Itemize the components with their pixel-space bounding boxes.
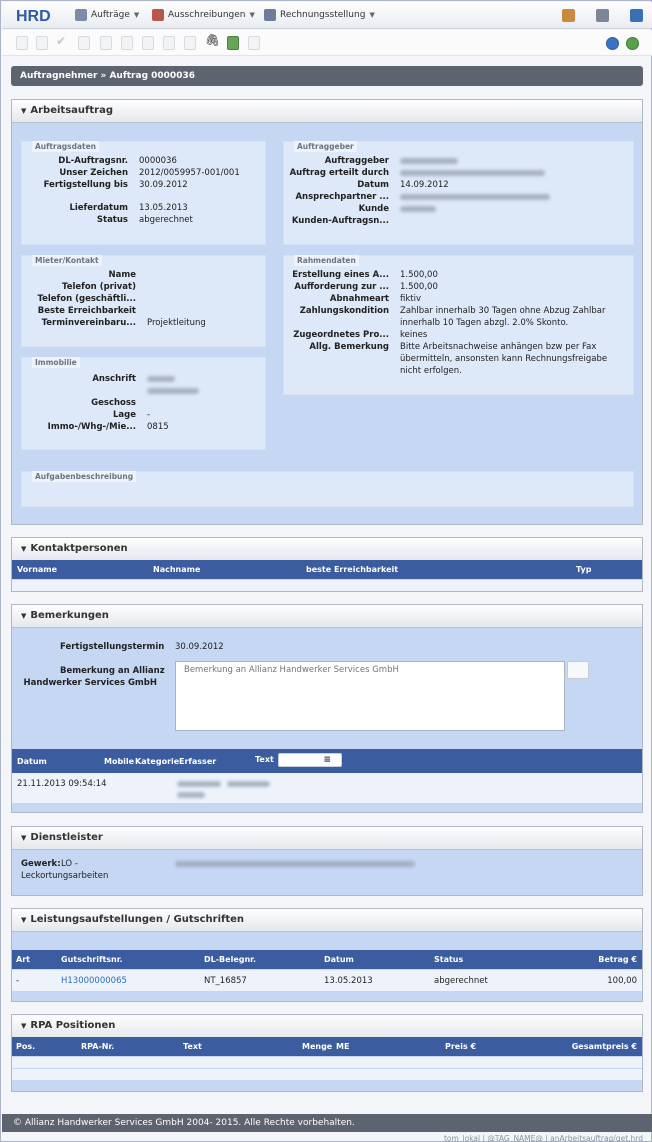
column-header[interactable]: Menge xyxy=(302,1042,333,1051)
cell-belegnr: NT_16857 xyxy=(204,976,247,986)
field-label: Erstellung eines A... xyxy=(292,270,389,280)
field-label: Name xyxy=(108,270,136,280)
top-navigation-bar xyxy=(2,2,652,29)
save-note-button[interactable] xyxy=(567,661,589,679)
redacted-value xyxy=(177,792,205,798)
field-value: übermitteln, ansonsten kann Rechnungsfreigabe xyxy=(400,354,608,364)
chevron-down-icon: ▼ xyxy=(369,11,375,19)
panel-rpa-positionen xyxy=(11,1014,643,1092)
panel-title: Bemerkungen xyxy=(30,610,109,621)
collapse-icon: ▼ xyxy=(21,612,27,620)
box-auftragsdaten xyxy=(21,141,266,245)
document-icon[interactable] xyxy=(78,36,90,50)
box-title: Auftragsdaten xyxy=(32,141,99,152)
panel-arbeitsauftrag xyxy=(11,99,643,525)
cell-betrag: 100,00 xyxy=(607,976,637,986)
box-title: Mieter/Kontakt xyxy=(32,255,102,266)
column-header[interactable]: Erfasser xyxy=(179,757,217,766)
redacted-value xyxy=(227,781,270,787)
field-value: 14.09.2012 xyxy=(400,180,449,190)
chevron-down-icon: ▼ xyxy=(249,11,255,19)
column-header[interactable]: Preis € xyxy=(445,1042,477,1051)
field-label: Anschrift xyxy=(92,374,136,384)
cell-status: abgerechnet xyxy=(434,976,488,986)
document-icon[interactable] xyxy=(100,36,112,50)
field-label: Unser Zeichen xyxy=(59,168,128,178)
user-menu-icon[interactable] xyxy=(562,9,575,22)
fertigstellung-value: 30.09.2012 xyxy=(175,642,224,652)
panel-header[interactable] xyxy=(12,605,642,628)
table-header xyxy=(12,1037,642,1056)
field-label: Status xyxy=(96,215,128,225)
cell-datum: 13.05.2013 xyxy=(324,976,373,986)
document-icon[interactable] xyxy=(16,36,28,50)
column-header[interactable]: Betrag € xyxy=(598,955,637,964)
map-icon[interactable] xyxy=(227,36,239,50)
footer: © Allianz Handwerker Services GmbH 2004- 2015. Alle Rechte vorbehalten. xyxy=(2,1114,652,1132)
field-value: 1.500,00 xyxy=(400,282,438,292)
tenders-icon xyxy=(152,9,164,21)
field-label: Fertigstellung bis xyxy=(43,180,128,190)
field-label: Lieferdatum xyxy=(69,203,128,213)
field-value: Projektleitung xyxy=(147,318,206,328)
column-header[interactable]: Text xyxy=(255,755,274,764)
box-aufgabenbeschreibung xyxy=(21,471,634,507)
field-value: 1.500,00 xyxy=(400,270,438,280)
panel-header[interactable] xyxy=(12,827,642,850)
field-label: Geschoss xyxy=(91,398,136,408)
collapse-icon: ▼ xyxy=(21,834,27,842)
panel-title: RPA Positionen xyxy=(30,1020,116,1031)
panel-title: Arbeitsauftrag xyxy=(30,105,113,116)
hrd-logo[interactable] xyxy=(14,6,56,24)
gutschrift-link[interactable]: H13000000065 xyxy=(61,976,127,986)
field-label: Beste Erreichbarkeit xyxy=(37,306,136,316)
redacted-value xyxy=(400,206,436,212)
field-value: Zahlbar innerhalb 30 Tagen ohne Abzug Zahlbar xyxy=(400,306,606,316)
column-header[interactable]: ME xyxy=(336,1042,350,1051)
column-header[interactable]: Vorname xyxy=(17,565,58,574)
gewerk-label: Gewerk: xyxy=(21,859,61,869)
collapse-icon: ▼ xyxy=(21,545,27,553)
field-label: Allg. Bemerkung xyxy=(309,342,389,352)
field-label: Zahlungskondition xyxy=(299,306,389,316)
column-header[interactable]: RPA-Nr. xyxy=(81,1042,115,1051)
column-header[interactable]: Typ xyxy=(576,565,592,574)
check-icon[interactable]: ✔ xyxy=(56,34,67,48)
print-menu-icon[interactable] xyxy=(596,9,609,22)
field-label: DL-Auftragsnr. xyxy=(58,156,128,166)
bemerkung-label: Handwerker Services GmbH xyxy=(23,678,157,688)
table-row[interactable] xyxy=(12,773,642,803)
menu-auftraege[interactable] xyxy=(75,9,139,21)
gewerk-value: LO - xyxy=(61,859,78,869)
breadcrumb: Auftragnehmer » Auftrag 0000036 xyxy=(11,66,643,86)
export-icon[interactable] xyxy=(248,36,260,50)
svg-text:HRD: HRD xyxy=(16,8,51,24)
field-label: Zugeordnetes Pro... xyxy=(293,330,389,340)
redacted-value xyxy=(400,194,550,200)
column-header[interactable]: Gesamtpreis € xyxy=(571,1042,637,1051)
gewerk-value: Leckortungsarbeiten xyxy=(21,871,109,881)
field-label: Abnahmeart xyxy=(329,294,389,304)
field-label: Ansprechpartner ... xyxy=(295,192,389,202)
logout-icon[interactable] xyxy=(630,9,643,22)
document-icon[interactable] xyxy=(184,36,196,50)
collapse-icon: ▼ xyxy=(21,107,27,115)
column-header[interactable]: Mobile xyxy=(104,757,135,766)
panel-bemerkungen xyxy=(11,604,643,813)
box-immobilie xyxy=(21,357,266,450)
field-label: Lage xyxy=(112,410,136,420)
field-label: Telefon (privat) xyxy=(62,282,136,292)
column-header[interactable]: Gutschriftsnr. xyxy=(61,955,123,964)
panel-header[interactable] xyxy=(12,909,642,932)
column-header[interactable]: DL-Belegnr. xyxy=(204,955,257,964)
column-menu-icon[interactable]: ≡ xyxy=(278,753,342,767)
cell-art: - xyxy=(16,976,20,986)
menu-label: Rechnungsstellung xyxy=(280,10,366,20)
column-header[interactable]: beste Erreichbarkeit xyxy=(306,565,399,574)
table-row[interactable] xyxy=(12,970,642,991)
cell-datum: 21.11.2013 09:54:14 xyxy=(17,779,107,789)
column-header[interactable]: Nachname xyxy=(153,565,201,574)
panel-kontaktpersonen xyxy=(11,537,643,592)
fertigstellung-label: Fertigstellungstermin xyxy=(60,642,165,652)
panel-title: Dienstleister xyxy=(30,832,103,843)
panel-title: Leistungsaufstellungen / Gutschriften xyxy=(30,914,245,925)
column-header[interactable]: Text xyxy=(183,1042,202,1051)
table-empty-row xyxy=(12,580,642,591)
panel-header[interactable] xyxy=(12,100,642,123)
menu-label: Ausschreibungen xyxy=(168,10,246,20)
settings-icon[interactable] xyxy=(626,37,639,50)
table-header xyxy=(12,749,642,773)
redacted-value xyxy=(177,781,221,787)
field-label: Datum xyxy=(357,180,389,190)
field-label: Kunden-Auftragsn... xyxy=(291,216,389,226)
column-header[interactable]: Pos. xyxy=(16,1042,36,1051)
box-title: Rahmendaten xyxy=(294,255,359,266)
collapse-icon: ▼ xyxy=(21,916,27,924)
table-empty-row xyxy=(12,1057,642,1069)
menu-label: Aufträge xyxy=(91,10,130,20)
field-value: - xyxy=(147,410,151,420)
field-value: abgerechnet xyxy=(139,215,193,225)
column-header[interactable]: Datum xyxy=(17,757,47,766)
redacted-value xyxy=(175,861,415,867)
table-header xyxy=(12,560,642,579)
field-label: Telefon (geschäftli... xyxy=(37,294,136,304)
redacted-value xyxy=(147,388,199,394)
field-value: innerhalb 10 Tagen abzgl. 2.0% Skonto. xyxy=(400,318,569,328)
field-value: keines xyxy=(400,330,428,340)
field-label: Immo-/Whg-/Mie... xyxy=(47,422,136,432)
menu-rechnungsstellung[interactable] xyxy=(264,9,375,21)
redacted-value xyxy=(147,376,175,382)
panel-dienstleister xyxy=(11,826,643,896)
paperclip-icon[interactable]: 🖇 xyxy=(205,33,221,47)
box-title: Aufgabenbeschreibung xyxy=(32,471,136,482)
help-icon[interactable] xyxy=(606,37,619,50)
document-icon[interactable] xyxy=(142,36,154,50)
column-header[interactable]: Datum xyxy=(324,955,354,964)
field-label: Aufforderung zur ... xyxy=(294,282,389,292)
box-auftraggeber xyxy=(283,141,634,245)
box-title: Auftraggeber xyxy=(294,141,357,152)
field-value: nicht erfolgen. xyxy=(400,366,462,376)
box-title: Immobilie xyxy=(32,357,80,368)
field-value: 2012/0059957-001/001 xyxy=(139,168,240,178)
panel-title: Kontaktpersonen xyxy=(30,543,128,554)
field-label: Auftrag erteilt durch xyxy=(289,168,389,178)
document-icon[interactable] xyxy=(36,36,48,50)
status-line: tom_lokal | @TAG_NAME@ | anArbeitsauftrag/get.hrd xyxy=(443,1134,643,1142)
collapse-icon: ▼ xyxy=(21,1022,27,1030)
field-value: fiktiv xyxy=(400,294,422,304)
field-value: 0000036 xyxy=(139,156,177,166)
menu-ausschreibungen[interactable] xyxy=(152,9,255,21)
field-label: Terminvereinbaru... xyxy=(41,318,136,328)
field-value: 13.05.2013 xyxy=(139,203,188,213)
panel-leistungsaufstellungen xyxy=(11,908,643,1002)
table-header xyxy=(12,950,642,969)
field-label: Kunde xyxy=(358,204,389,214)
column-header[interactable]: Status xyxy=(434,955,464,964)
field-label: Auftraggeber xyxy=(324,156,389,166)
column-header[interactable]: Art xyxy=(16,955,30,964)
document-icon[interactable] xyxy=(163,36,175,50)
invoicing-icon xyxy=(264,9,276,21)
table-empty-row xyxy=(12,1069,642,1080)
action-toolbar xyxy=(2,30,652,56)
document-icon[interactable] xyxy=(121,36,133,50)
box-rahmendaten xyxy=(283,255,634,395)
box-mieter-kontakt xyxy=(21,255,266,347)
panel-header[interactable] xyxy=(12,538,642,561)
bemerkung-label: Bemerkung an Allianz xyxy=(60,666,165,676)
field-value: 0815 xyxy=(147,422,169,432)
redacted-value xyxy=(400,158,458,164)
column-header[interactable]: Kategorie xyxy=(135,757,180,766)
orders-icon xyxy=(75,9,87,21)
panel-header[interactable] xyxy=(12,1015,642,1038)
chevron-down-icon: ▼ xyxy=(133,11,140,19)
redacted-value xyxy=(400,170,545,176)
field-value: 30.09.2012 xyxy=(139,180,188,190)
bemerkung-textarea[interactable] xyxy=(175,661,565,731)
field-value: Bitte Arbeitsnachweise anhängen bzw per Fax xyxy=(400,342,597,352)
